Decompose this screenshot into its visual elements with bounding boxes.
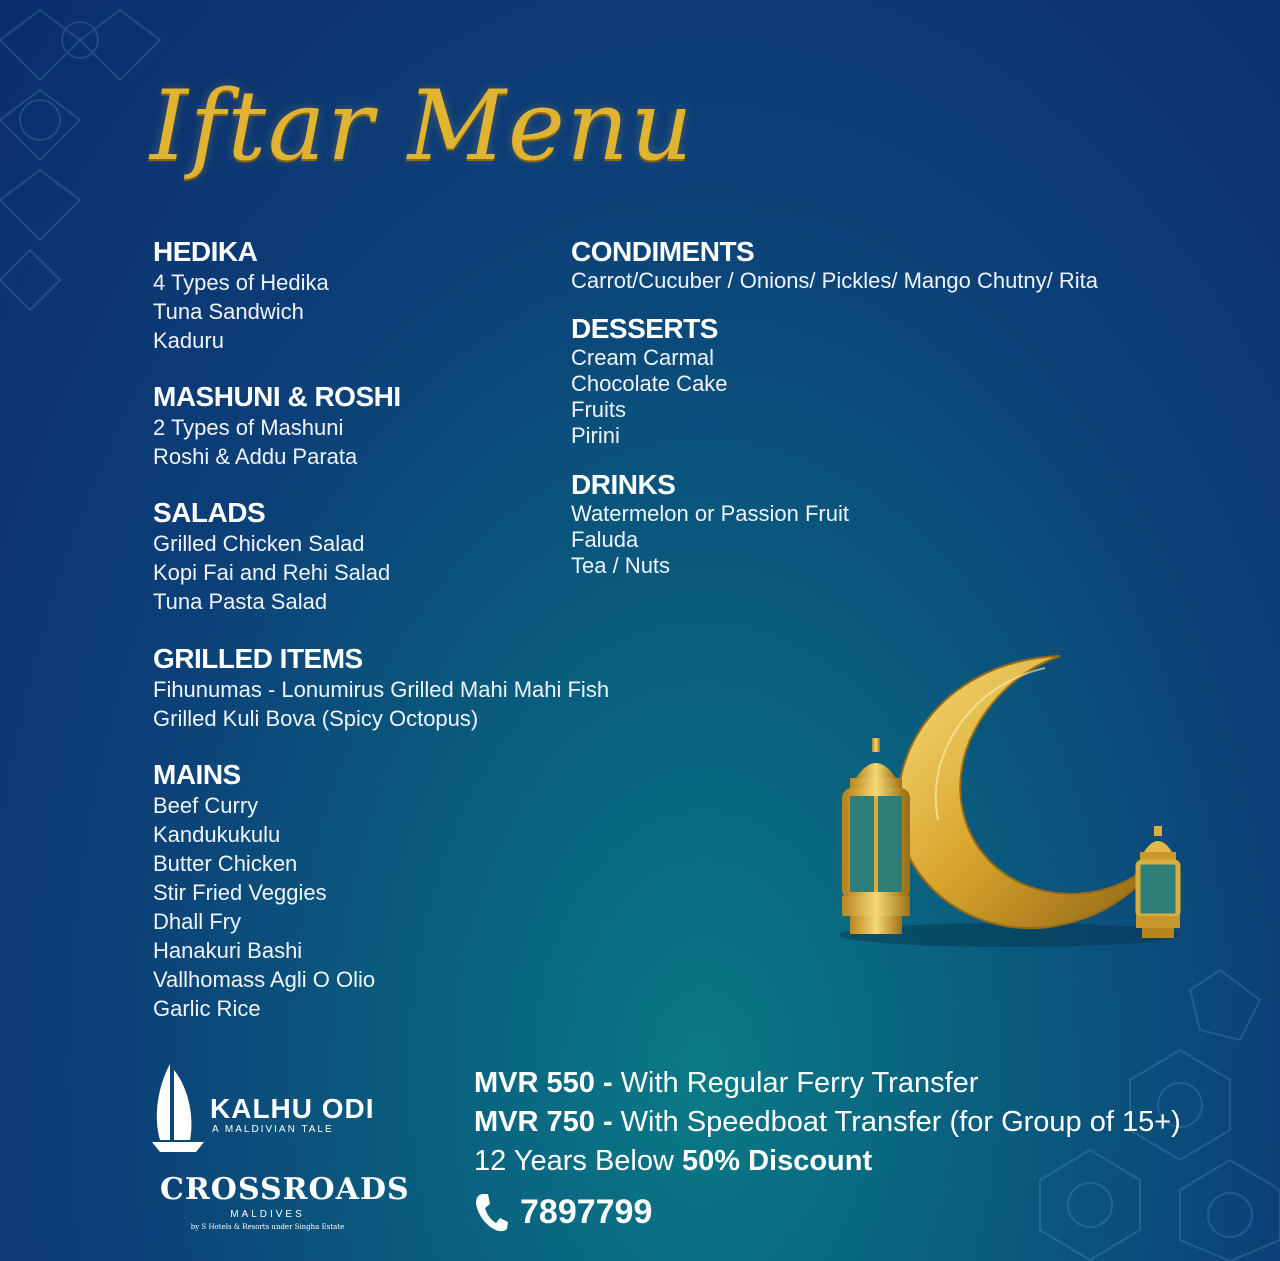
price-speedboat-desc: With Speedboat Transfer (for Group of 15+): [612, 1106, 1181, 1138]
phone-number[interactable]: 7897799: [520, 1192, 653, 1231]
phone-icon: [474, 1192, 508, 1232]
phone-contact[interactable]: [474, 1192, 652, 1232]
crossroads-logo: [160, 1172, 410, 1231]
section-salads: [153, 497, 390, 616]
section-heading: MAINS: [153, 759, 241, 790]
menu-item: Kandukukulu: [153, 822, 281, 847]
menu-title: Iftar Menu: [150, 70, 695, 182]
section-desserts: [571, 313, 728, 449]
section-mains: [153, 759, 375, 1023]
pricing-block: [474, 1064, 1181, 1181]
lantern-icon: [1134, 826, 1182, 938]
menu-item: 4 Types of Hedika: [153, 270, 329, 295]
lantern-icon: [838, 738, 914, 938]
section-heading: MASHUNI & ROSHI: [153, 381, 401, 412]
menu-item: Butter Chicken: [153, 851, 298, 876]
price-line-speedboat: [474, 1103, 1181, 1142]
menu-item: Hanakuri Bashi: [153, 938, 303, 963]
menu-item: Fruits: [571, 397, 626, 422]
price-ferry-desc: With Regular Ferry Transfer: [612, 1067, 979, 1099]
section-hedika: [153, 236, 329, 355]
menu-item: Stir Fried Veggies: [153, 880, 327, 905]
section-heading: HEDIKA: [153, 236, 258, 267]
section-heading: GRILLED ITEMS: [153, 643, 363, 674]
section-condiments: [571, 236, 1098, 294]
price-ferry: MVR 550 -: [474, 1067, 613, 1099]
menu-item: Tuna Pasta Salad: [153, 589, 328, 614]
discount-desc: 12 Years Below: [474, 1145, 682, 1177]
section-drinks: [571, 469, 849, 579]
menu-item: Tea / Nuts: [571, 553, 671, 578]
menu-item: Beef Curry: [153, 793, 259, 818]
crossroads-by: by S Hotels & Resorts under Singha Estate: [190, 1223, 345, 1231]
menu-item: Dhall Fry: [153, 909, 242, 934]
price-line-ferry: [474, 1064, 1181, 1103]
discount-value: 50% Discount: [681, 1145, 873, 1177]
kalhu-odi-tagline: A MALDIVIAN TALE: [212, 1124, 334, 1135]
menu-item: Pirini: [571, 423, 620, 448]
menu-item: Cream Carmal: [571, 345, 715, 370]
menu-item: Roshi & Addu Parata: [153, 444, 358, 469]
menu-item: Kaduru: [153, 328, 224, 353]
menu-item: Garlic Rice: [153, 996, 261, 1021]
discount-line: [474, 1142, 1181, 1181]
menu-item: Chocolate Cake: [571, 371, 728, 396]
sailboat-icon: [150, 1060, 206, 1156]
section-heading: CONDIMENTS: [571, 236, 755, 267]
corner-pattern-top-left: [0, 0, 170, 320]
section-heading: DESSERTS: [571, 313, 718, 344]
crossroads-sub: MALDIVES: [230, 1209, 305, 1220]
menu-item: Kopi Fai and Rehi Salad: [153, 560, 391, 585]
menu-item: 2 Types of Mashuni: [153, 415, 344, 440]
menu-item: Grilled Chicken Salad: [153, 531, 365, 556]
menu-item: Fihunumas - Lonumirus Grilled Mahi Mahi Fish: [153, 677, 610, 702]
section-heading: SALADS: [153, 497, 266, 528]
menu-item: Carrot/Cucuber / Onions/ Pickles/ Mango Chutny/ Rita: [571, 268, 1099, 293]
menu-item: Watermelon or Passion Fruit: [571, 501, 849, 526]
section-heading: DRINKS: [571, 469, 676, 500]
crossroads-name: CROSSROADS: [160, 1172, 410, 1207]
section-grilled-items: [153, 643, 609, 733]
price-speedboat: MVR 750 -: [474, 1106, 613, 1138]
menu-item: Faluda: [571, 527, 639, 552]
section-mashuni-roshi: [153, 381, 401, 471]
menu-item: Tuna Sandwich: [153, 299, 304, 324]
kalhu-odi-name: KALHU ODI: [210, 1093, 375, 1124]
menu-item: Vallhomass Agli O Olio: [153, 967, 376, 992]
menu-item: Grilled Kuli Bova (Spicy Octopus): [153, 706, 479, 731]
